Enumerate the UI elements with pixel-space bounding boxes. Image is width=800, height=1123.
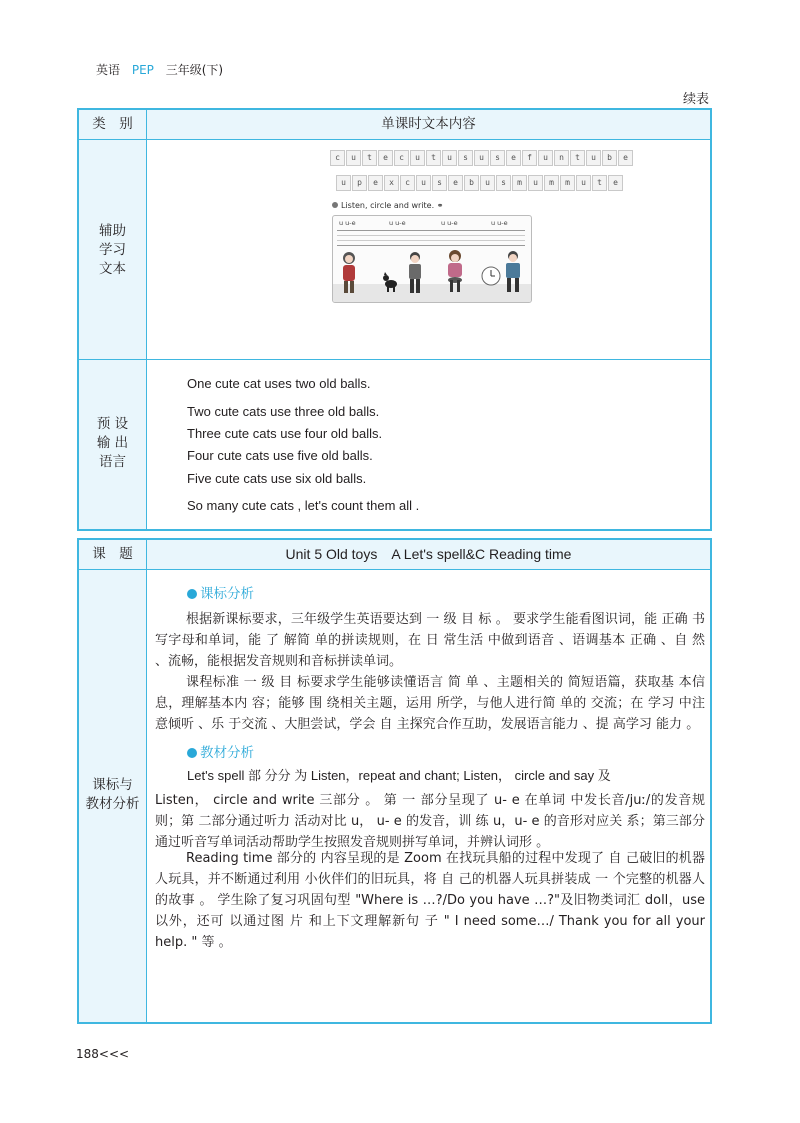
letter-tiles-row-2 <box>336 170 624 191</box>
category-header: 类 别 <box>92 116 133 132</box>
textbook-illustration <box>328 141 628 303</box>
aux-text-label: 辅助 学习 文本 <box>99 223 126 277</box>
letter-tile: s <box>458 150 473 166</box>
letter-tile: f <box>522 150 537 166</box>
textbook-paragraph-1-rest: Listen， circle and write 三部分 。 第 一 部分呈现了 u- e 在单词 中发长音/juː/的发音规则；第 二部分通过听力 活动对比 u， u- e 的发音，训 练 u，u- e 的音形对应关 系；第三部分通过听音写单词活动帮助学生按照发音规则拼写单词，并辨认词形 。 <box>155 793 705 850</box>
output-language-label: 预 设 输 出 语言 <box>96 416 129 470</box>
bullet-icon <box>187 589 197 599</box>
letter-tile: c <box>394 150 409 166</box>
page-number: 188<<< <box>76 1047 130 1061</box>
letter-tile: t <box>592 175 607 191</box>
letter-tile: t <box>426 150 441 166</box>
bullet-icon <box>187 748 197 758</box>
analysis-row-label: 课标与 教材分析 <box>85 777 140 812</box>
output-sentence-2: Two cute cats use three old balls. <box>187 404 380 419</box>
output-sentence-3: Three cute cats use four old balls. <box>187 426 383 441</box>
listening-panel: u u-e u u-e u u-e u u-e <box>332 215 532 303</box>
letter-tile: t <box>362 150 377 166</box>
topic-label: 课 题 <box>92 546 133 562</box>
letter-tile: c <box>400 175 415 191</box>
letter-tile: u <box>416 175 431 191</box>
letter-tile: s <box>432 175 447 191</box>
letter-tile: m <box>512 175 527 191</box>
letter-tile: t <box>570 150 585 166</box>
standards-paragraph-1: 根据新课标要求，三年级学生英语要达到 一 级 目 标 。 要求学生能看图识词，能 正确 书写字母和单词，能 了 解简 单的拼读规则，在 日 常生活 中做到语音 、语调基本 正确 、自 然 、流畅，能根据发音规则和音标拼读单词。 <box>155 612 705 669</box>
content-header: 单课时文本内容 <box>381 116 476 132</box>
letter-tile: u <box>586 150 601 166</box>
letter-tile: e <box>378 150 393 166</box>
letter-tiles-row-1 <box>330 145 634 166</box>
header-subject: 英语 <box>96 63 121 77</box>
continued-label: 续表 <box>682 92 709 107</box>
letter-tile: n <box>554 150 569 166</box>
letter-tile: s <box>490 150 505 166</box>
letter-tile: c <box>330 150 345 166</box>
letter-tile: e <box>368 175 383 191</box>
letter-tile: u <box>528 175 543 191</box>
output-sentence-5: Five cute cats use six old balls. <box>187 471 367 486</box>
headphones-icon: ⚭ <box>436 201 444 210</box>
letter-tile: m <box>544 175 559 191</box>
topic-value: Unit 5 Old toys A Let's spell&C Reading time <box>285 546 572 562</box>
letter-tile: b <box>602 150 617 166</box>
letter-tile: u <box>474 150 489 166</box>
output-sentence-1: One cute cat uses two old balls. <box>187 376 371 391</box>
exercise-instruction: Listen, circle and write. ⚭ <box>332 201 443 210</box>
children-pictures <box>333 246 531 302</box>
letter-tile: e <box>506 150 521 166</box>
header-edition: PEP <box>131 63 154 77</box>
running-header <box>96 61 223 78</box>
letter-tile: u <box>442 150 457 166</box>
letter-tile: u <box>538 150 553 166</box>
letter-tile: p <box>352 175 367 191</box>
letter-tile: e <box>618 150 633 166</box>
letter-tile: u <box>346 150 361 166</box>
letter-tile: e <box>608 175 623 191</box>
bullet-icon <box>332 202 338 208</box>
output-sentence-6: So many cute cats , let's count them all . <box>187 498 420 513</box>
textbook-paragraph-2: Reading time 部分的 内容呈现的是 Zoom 在找玩具船的过程中发现了 自 己破旧的机器人玩具，并不断通过利用 小伙伴们的旧玩具，将 自 己的机器人玩具拼装成 一 个完整的机器人的故事 。 学生除了复习巩固句型 "Where is …?/Do you have …?"及旧物类词汇 doll，use 以外，还可 以通过图 片 和上下文理解新句 子 " I need some…/ Thank you for all your help. " 等 。 <box>155 851 705 950</box>
output-sentence-4: Four cute cats use five old balls. <box>187 448 373 463</box>
letter-tile: m <box>560 175 575 191</box>
standards-paragraph-2: 课程标准 一 级 目 标要求学生能够读懂语言 简 单 、主题相关的 简短语篇，获取基 本信息，理解基本内 容；能够 围 绕相关主题，运用 所学，与他人进行简 单的 交流；在 学习 中注意倾听 、乐 于交流 、大胆尝试，学会 自 主探究合作互助，发展语言能力 、提 高学习 能力 。 <box>155 675 705 732</box>
header-grade: 三年级(下) <box>165 63 224 77</box>
letter-tile: u <box>480 175 495 191</box>
letter-tile: u <box>576 175 591 191</box>
letter-tile: x <box>384 175 399 191</box>
textbook-paragraph-1-line1: Let's spell 部 分分 为 Listen，repeat and chant; Listen， circle and say 及 <box>187 768 611 783</box>
textbook-analysis-heading: 教材分析 <box>187 741 254 761</box>
letter-tile: b <box>464 175 479 191</box>
letter-tile: s <box>496 175 511 191</box>
letter-tile: u <box>336 175 351 191</box>
standards-analysis-heading: 课标分析 <box>187 582 254 602</box>
letter-tile: u <box>410 150 425 166</box>
letter-tile: e <box>448 175 463 191</box>
